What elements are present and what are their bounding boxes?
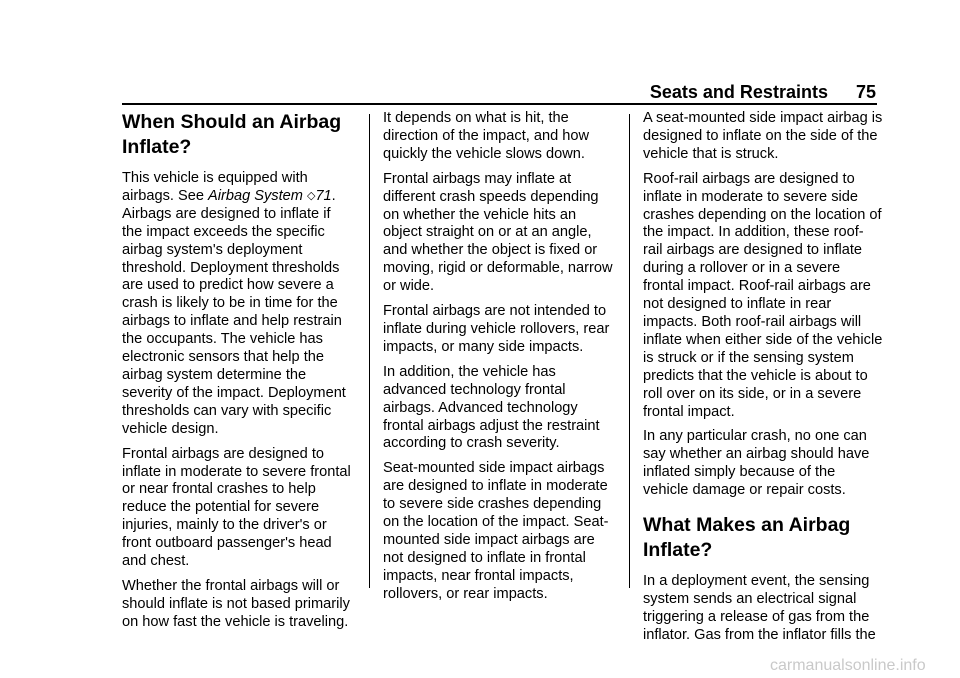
paragraph: Frontal airbags may inflate at different crash speeds depending on whether the vehicle hits an object straight on or at an angle, and whether the object is fixed or moving, rigid or deformable, narrow or wide. (383, 170, 613, 295)
column-2 (383, 110, 615, 611)
header-rule (122, 103, 877, 105)
paragraph: In any particular crash, no one can say whether an airbag should have inflated simply because of the vehicle damage or repair costs. (643, 428, 870, 499)
column-1 (122, 110, 354, 639)
section-title: Seats and Restraints (649, 82, 828, 102)
paragraph: Roof-rail airbags are designed to inflate in moderate to severe side crashes depending on the location of the impact. In addition, these roof-rail airbags are designed to inflate during a rollover or in a severe frontal impact. Roof-rail airbags are not designed to inflate in rear impacts. Both roof-rail airbags will inflate when either side of the vehicle is struck or if the sensing system predicts that the vehicle is about to roll over on its side, or in a severe frontal impact. (643, 170, 883, 420)
paragraph: It depends on what is hit, the direction of the impact, and how quickly the vehicle slows down. (383, 110, 590, 162)
section-heading: When Should an Airbag Inflate? (122, 111, 342, 158)
paragraph: A seat-mounted side impact airbag is designed to inflate on the side of the vehicle that is struck. (643, 110, 883, 162)
section-heading: What Makes an Airbag Inflate? (643, 514, 851, 562)
paragraph: This vehicle is equipped with airbags. See Airbag System ◇71. Airbags are designed to inflate if the impact exceeds the specific airbag system's deployment threshold. Deployment thresholds are used to predict how severe a crash is likely to be in time for the airbags to inflate and help restrain the occupants. The vehicle has electronic sensors that help the airbag system determine the severity of the impact. Deployment thresholds can vary with specific vehicle design. (122, 170, 346, 437)
paragraph: In a deployment event, the sensing system sends an electrical signal triggering a release of gas from the inflator. Gas from the inflator fills the (643, 573, 876, 643)
watermark: carmanualsonline.info (770, 657, 926, 674)
running-header (0, 82, 876, 102)
paragraph: Seat-mounted side impact airbags are designed to inflate in moderate to severe side crashes depending on the location of the impact. Seat-mounted side impact airbags are not designed to inflate in frontal impacts, near frontal impacts, rollovers, or rear impacts. (383, 460, 609, 602)
paragraph: Frontal airbags are designed to inflate in moderate to severe frontal or near frontal crashes to help reduce the potential for severe injuries, mainly to the driver's or front outboard passenger's head and chest. (122, 445, 351, 570)
page-reference-icon: ◇ (306, 189, 316, 202)
page-number: 75 (855, 82, 876, 102)
column-divider (369, 114, 370, 588)
paragraph: In addition, the vehicle has advanced technology frontal airbags. Advanced technology frontal airbags adjust the restraint according to crash severity. (383, 363, 600, 452)
column-divider (629, 114, 630, 588)
paragraph: Frontal airbags are not intended to inflate during vehicle rollovers, rear impacts, or many side impacts. (383, 303, 610, 355)
cross-reference-link[interactable]: Airbag System ◇71 (208, 187, 332, 204)
paragraph: Whether the frontal airbags will or should inflate is not based primarily on how fast the vehicle is traveling. (122, 577, 350, 630)
column-3 (643, 110, 883, 652)
